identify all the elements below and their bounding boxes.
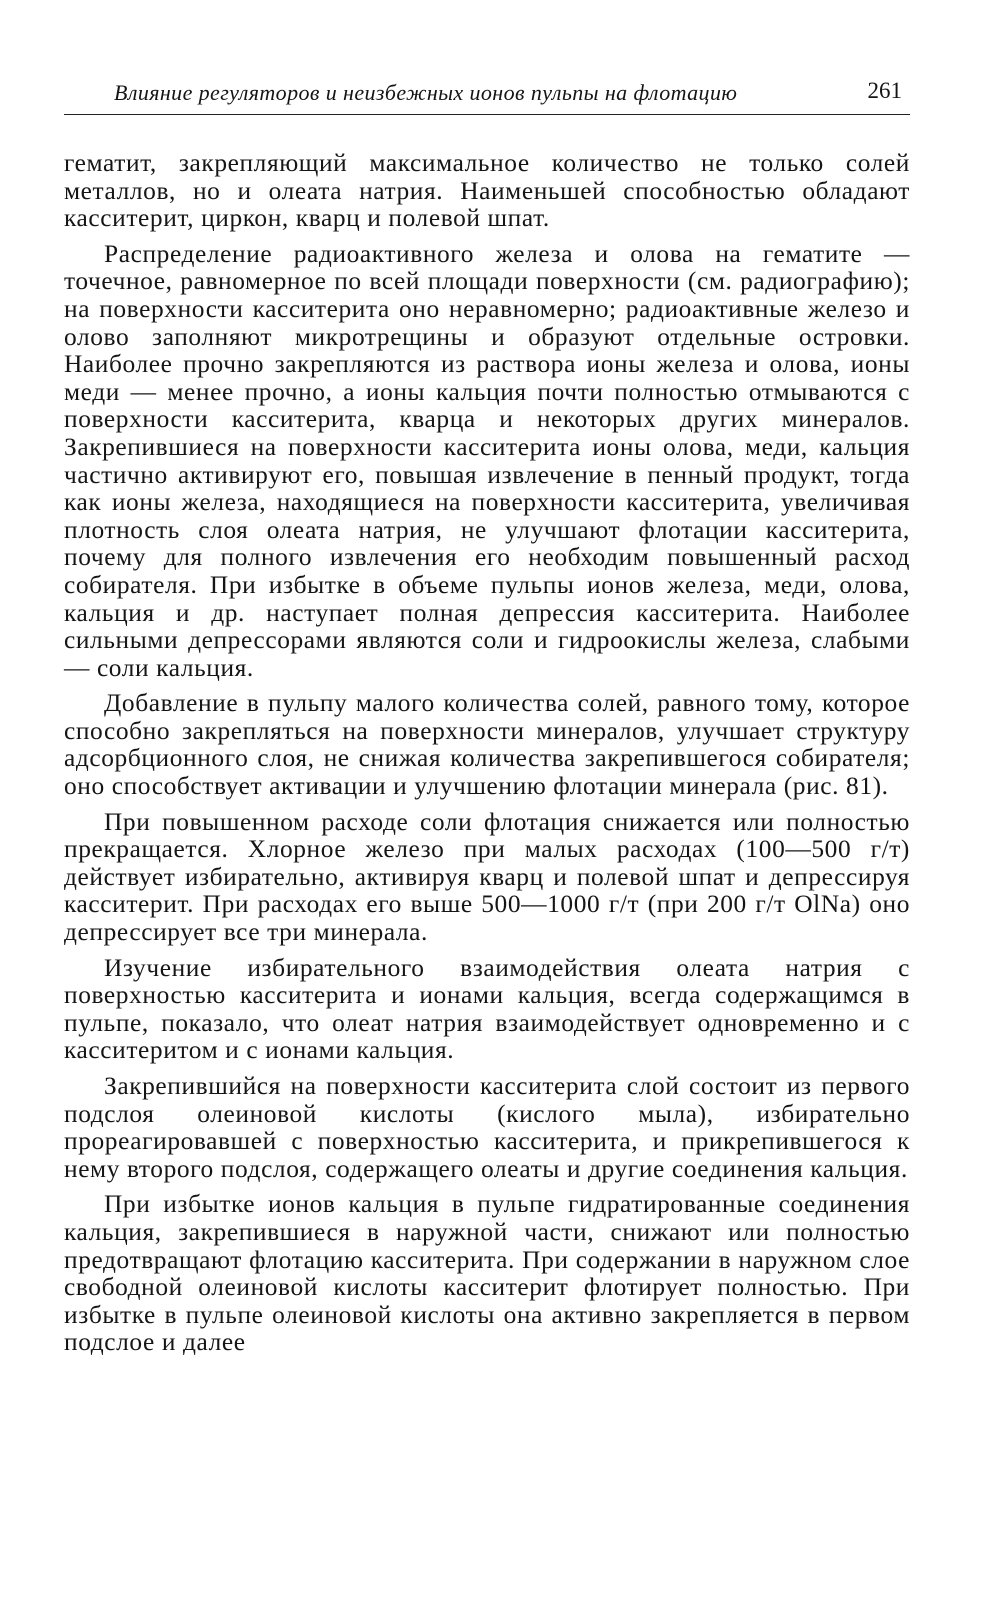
- paragraph-small-salt-addition: Добавление в пульпу малого количества солей, равного тому, которое способно закрепляться на поверхности минералов, улучшает структуру адсорбционного слоя, не снижая количества закрепившегося собирателя; оно способствует активации и улучшению флотации минерала (рис. 81).: [64, 689, 910, 801]
- paragraph-continuation: гематит, закрепляющий максимальное количество не только солей металлов, но и олеата натрия. Наименьшей способностью обладают касситерит, циркон, кварц и полевой шпат.: [64, 149, 910, 233]
- book-page: [64, 0, 910, 1600]
- running-header: [64, 78, 910, 115]
- running-title: Влияние регуляторов и неизбежных ионов пульпы на флотацию: [114, 80, 738, 105]
- paragraph-radioactive-distribution: Распределение радиоактивного железа и олова на гематите — точечное, равномерное по всей площади поверхности (см. радиографию); на поверхности касситерита оно неравномерно; радиоактивные железо и олово заполняют микротрещины и образуют отдельные островки. Наиболее прочно закрепляются из раствора ионы железа и олова, ионы меди — менее прочно, а ионы кальция почти полностью отмываются с поверхности касситерита, кварца и некоторых других минералов. Закрепившиеся на поверхности касситерита ионы олова, меди, кальция частично активируют его, повышая извлечение в пенный продукт, тогда как ионы железа, находящиеся на поверхности касситерита, увеличивая плотность слоя олеата натрия, не улучшают флотации касситерита, почему для полного извлечения его необходим повышенный расход собирателя. При избытке в объеме пульпы ионов железа, меди, олова, кальция и др. наступает полная депрессия касситерита. Наиболее сильными депрессорами являются соли и гидроокислы железа, слабыми — соли кальция.: [64, 239, 910, 682]
- page-number: 261: [867, 78, 902, 103]
- body-text: [64, 150, 910, 1365]
- paragraph-fixed-layer: Закрепившийся на поверхности касситерита слой состоит из первого подслоя олеиновой кислоты (кислого мыла), избирательно прореагировавшей с поверхностью касситерита, и прикрепившегося к нему второго подслоя, содержащего олеаты и другие соединения кальция.: [64, 1072, 910, 1183]
- paragraph-increased-salt: При повышенном расходе соли флотация снижается или полностью прекращается. Хлорное железо при малых расходах (100—500 г/т) действует избирательно, активируя кварц и полевой шпат и депрессируя касситерит. При расходах его выше 500—1000 г/т (при 200 г/т OlNa) оно депрессирует все три минерала.: [64, 807, 910, 947]
- paragraph-selective-interaction: Изучение избирательного взаимодействия олеата натрия с поверхностью касситерита и ионами кальция, всегда содержащимся в пульпе, показало, что олеат натрия взаимодействует одновременно и с касситеритом и с ионами кальция.: [64, 953, 910, 1065]
- paragraph-excess-calcium: При избытке ионов кальция в пульпе гидратированные соединения кальция, закрепившиеся в наружной части, снижают или полностью предотвращают флотацию касситерита. При содержании в наружном слое свободной олеиновой кислоты касситерит флотирует полностью. При избытке в пульпе олеиновой кислоты она активно закрепляется в первом подслое и далее: [64, 1190, 910, 1357]
